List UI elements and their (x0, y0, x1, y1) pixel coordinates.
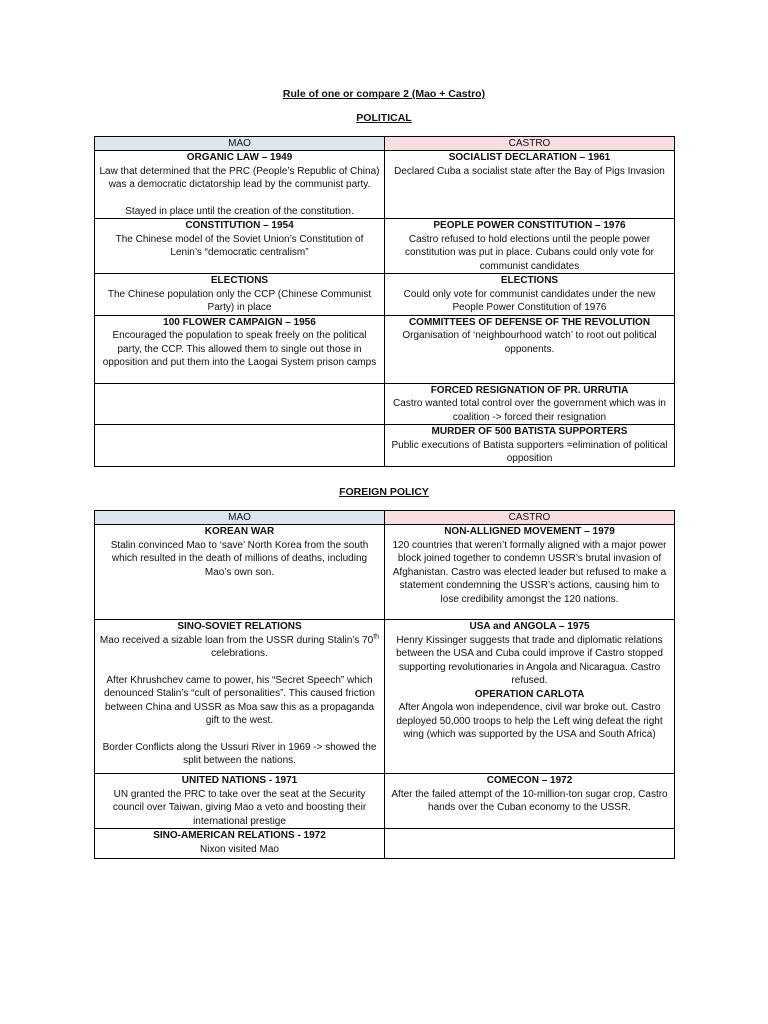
table-row (95, 315, 675, 383)
cell-castro (385, 425, 675, 467)
entry-text: Castro refused to hold elections until the people power constitution was put in place. Cubans could only vote for communist candidates (404, 233, 655, 272)
entry-title: COMECON – 1972 (486, 775, 573, 786)
entry-title: ORGANIC LAW – 1949 (186, 152, 293, 163)
table-row (95, 829, 675, 859)
document-title: Rule of one or compare 2 (Mao + Castro) (282, 88, 486, 100)
entry-title: OPERATION CARLOTA (474, 688, 585, 700)
cell-castro (385, 315, 675, 383)
column-header-mao: MAO (95, 511, 385, 525)
entry-text: Declared Cuba a socialist state after the Bay of Pigs Invasion (394, 165, 665, 177)
cell-mao (95, 151, 385, 219)
cell-mao (95, 525, 385, 620)
foreign-policy-table (94, 510, 675, 859)
paragraph-spacer (99, 661, 380, 674)
political-heading: POLITICAL (356, 112, 412, 124)
entry-text: Could only vote for communist candidates under the new People Power Constitution of 1976 (403, 288, 656, 313)
column-header-castro: CASTRO (385, 511, 675, 525)
cell-castro (385, 620, 675, 774)
table-row (95, 151, 675, 219)
table-row (95, 774, 675, 829)
entry-text: Encouraged the population to speak freely on the political party, the CCP. This allowed them to single out those in opposition and put them into the Laogai System prison camps (102, 330, 377, 368)
cell-mao (95, 219, 385, 274)
entry-text: Border Conflicts along the Ussuri River in 1969 -> showed the split between the nations. (102, 741, 377, 766)
entry-text: After Khrushchev came to power, his “Secret Speech” which denounced Stalin’s “cult of personalities”. This caused friction between China and USSR as Moa saw this as a propaganda gift to the west. (104, 674, 375, 726)
cell-castro (385, 829, 675, 859)
entry-title: SOCIALIST DECLARATION – 1961 (448, 152, 611, 163)
cell-castro (385, 774, 675, 829)
column-header-castro: CASTRO (385, 137, 675, 151)
entry-title: NON-ALLIGNED MOVEMENT – 1979 (444, 526, 615, 537)
entry-title: SINO-SOVIET RELATIONS (177, 621, 302, 632)
cell-castro (385, 525, 675, 620)
table-row (95, 219, 675, 274)
cell-castro (385, 383, 675, 425)
column-header-mao: MAO (95, 137, 385, 151)
table-header-row (95, 511, 675, 525)
entry-text: Henry Kissinger suggests that trade and diplomatic relations between the USA and Cuba could improve if Castro stopped supporting revolutionaries in Angola and Nicaragua. Castro refused. (396, 634, 663, 686)
cell-mao (95, 425, 385, 467)
entry-text: Stayed in place until the creation of the constitution. (125, 205, 354, 217)
entry-title: FORCED RESIGNATION OF PR. URRUTIA (430, 384, 629, 396)
entry-text: UN granted the PRC to take over the seat at the Security council over Taiwan, giving Mao a veto and boosting their international prestige (112, 788, 367, 827)
entry-text: Nixon visited Mao (200, 843, 279, 855)
entry-title: MURDER OF 500 BATISTA SUPPORTERS (431, 426, 628, 437)
entry-text: Public executions of Batista supporters =elimination of political opposition (391, 439, 668, 464)
entry-title: ELECTIONS (210, 275, 269, 286)
paragraph-spacer (99, 728, 380, 741)
entry-text: Stalin convinced Mao to ‘save’ North Korea from the south which resulted in the death of millions of deaths, including Mao’s own son. (110, 539, 369, 578)
table-row (95, 274, 675, 316)
foreign-policy-heading: FOREIGN POLICY (339, 486, 429, 498)
cell-castro (385, 219, 675, 274)
cell-mao (95, 774, 385, 829)
entry-title: USA and ANGOLA – 1975 (469, 621, 590, 632)
entry-title: 100 FLOWER CAMPAIGN – 1956 (163, 316, 316, 328)
entry-text: After the failed attempt of the 10-million-ton sugar crop, Castro hands over the Cuban economy to the USSR. (391, 788, 668, 813)
table-row (95, 525, 675, 620)
entry-title: COMMITTEES OF DEFENSE OF THE REVOLUTION (408, 316, 651, 328)
entry-text: Mao received a sizable loan from the USSR during Stalin’s 70th celebrations. (99, 633, 380, 659)
cell-mao (95, 274, 385, 316)
entry-title: UNITED NATIONS - 1971 (181, 775, 298, 786)
entry-text: The Chinese population only the CCP (Chinese Communist Party) in place (107, 288, 372, 313)
entry-text: Castro wanted total control over the government which was in coalition -> forced their resignation (393, 398, 666, 423)
entry-title: SINO-AMERICAN RELATIONS - 1972 (153, 830, 326, 841)
table-row (95, 425, 675, 467)
cell-castro (385, 274, 675, 316)
entry-title: PEOPLE POWER CONSTITUTION – 1976 (433, 220, 626, 231)
entry-text: 120 countries that weren’t formally aligned with a major power block joined together to condemn USSR’s brutal invasion of Afghanistan. Castro was elected leader but refused to make a statement condemning the USSR’s actions, causing him to lose credibility amongst the 120 nations. (392, 539, 667, 605)
table-row (95, 383, 675, 425)
cell-mao (95, 315, 385, 383)
entry-text: Law that determined that the PRC (People’s Republic of China) was a democratic dictatorship lead by the communist party. (99, 165, 380, 190)
entry-title: CONSTITUTION – 1954 (185, 220, 294, 231)
paragraph-spacer (99, 192, 380, 205)
entry-text: The Chinese model of the Soviet Union’s Constitution of Lenin’s “democratic centralism” (115, 233, 364, 258)
entry-title: KOREAN WAR (204, 526, 275, 537)
cell-castro (385, 151, 675, 219)
entry-text: After Angola won independence, civil war broke out. Castro deployed 50,000 troops to help the Left wing defeat the right wing (which was supported by the USA and South Africa) (396, 702, 663, 740)
cell-mao (95, 620, 385, 774)
cell-mao (95, 829, 385, 859)
cell-mao (95, 383, 385, 425)
entry-text: Organisation of ‘neighbourhood watch’ to root out political opponents. (402, 330, 657, 355)
table-header-row (95, 137, 675, 151)
table-row (95, 620, 675, 774)
entry-title: ELECTIONS (500, 275, 559, 286)
political-table (94, 136, 675, 467)
